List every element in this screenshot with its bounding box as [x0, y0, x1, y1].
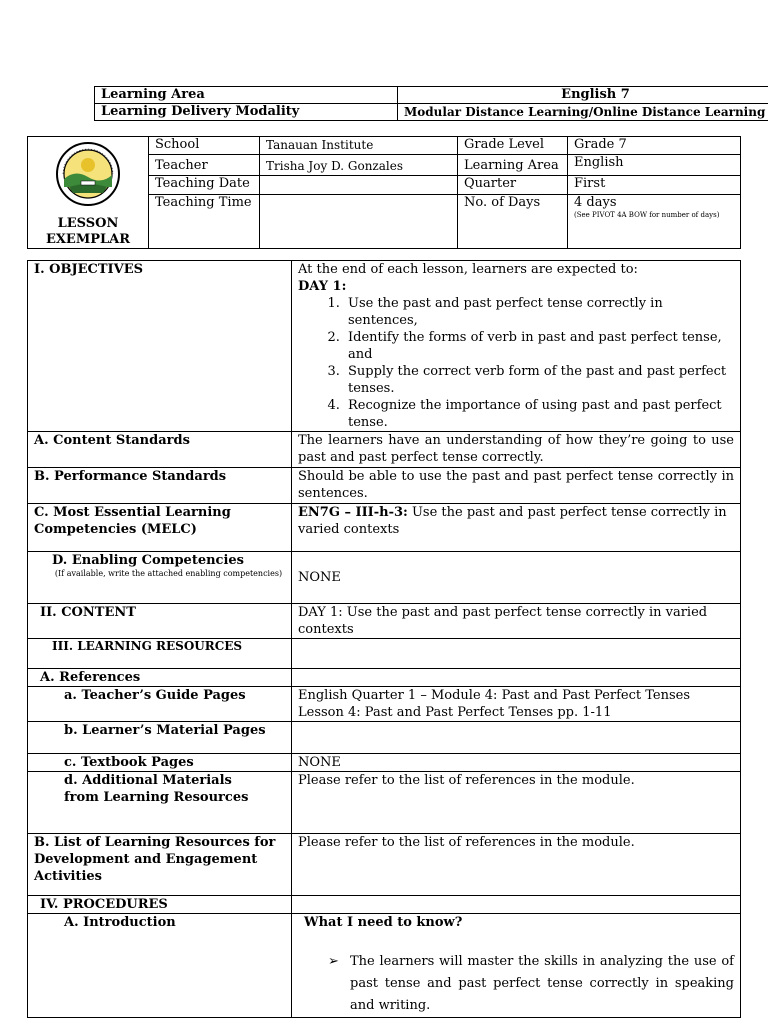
- header-table: [94, 86, 768, 121]
- melc-label: C. Most Essential Learning Competencies (MELC): [28, 504, 292, 552]
- tg-label: a. Teacher’s Guide Pages: [28, 687, 292, 722]
- enabling-value: NONE: [292, 552, 741, 604]
- performance-standards-value: Should be able to use the past and past perfect tense correctly in sentences.: [292, 468, 741, 504]
- enabling-label: D. Enabling Competencies: [52, 553, 244, 568]
- content-standards-value: The learners have an understanding of how they’re going to use past and past perfect tense correctly.: [292, 432, 741, 468]
- learning-resources-list-label: B. List of Learning Resources for Development and Engagement Activities: [28, 834, 292, 896]
- days-cell: [568, 194, 741, 248]
- area-label: Learning Area: [458, 154, 568, 175]
- objectives-list: [298, 295, 734, 431]
- procedures-value: [292, 896, 741, 914]
- melc-value: Use the past and past perfect tense correctly in varied contexts: [298, 505, 727, 537]
- objectives-day: DAY 1:: [298, 279, 347, 294]
- modality-label: Learning Delivery Modality: [95, 104, 398, 121]
- introduction-label: A. Introduction: [28, 914, 292, 1018]
- learning-area-label: Learning Area: [95, 87, 398, 104]
- tg-cell: [292, 687, 741, 722]
- resources-value: [292, 639, 741, 669]
- school-label: School: [149, 137, 260, 155]
- time-label: Teaching Time: [149, 194, 260, 248]
- objectives-intro: At the end of each lesson, learners are expected to:: [298, 262, 638, 277]
- date-label: Teaching Date: [149, 175, 260, 194]
- content-label: II. CONTENT: [28, 604, 292, 639]
- objective-item: 1. Use the past and past perfect tense correctly in sentences,: [344, 295, 734, 329]
- tb-value: NONE: [292, 754, 741, 772]
- references-label: A. References: [28, 669, 292, 687]
- objective-item: 3. Supply the correct verb form of the past and past perfect tenses.: [344, 363, 734, 397]
- performance-standards-label: B. Performance Standards: [28, 468, 292, 504]
- days-label: No. of Days: [458, 194, 568, 248]
- objective-item: 4. Recognize the importance of using past and past perfect tense.: [344, 397, 734, 431]
- quarter-value: First: [568, 175, 741, 194]
- lm-label: b. Learner’s Material Pages: [28, 722, 292, 754]
- grade-label: Grade Level: [458, 137, 568, 155]
- introduction-bullet-text: The learners will master the skills in analyzing the use of past tense and past perfect tense correctly in speaking and writing.: [350, 954, 734, 1013]
- school-info-table: [27, 136, 741, 249]
- logo-cell: [28, 137, 149, 249]
- procedures-label: IV. PROCEDURES: [28, 896, 292, 914]
- date-value: [260, 175, 458, 194]
- references-value: [292, 669, 741, 687]
- arrow-bullet-icon: ➢: [328, 954, 339, 969]
- resources-label: III. LEARNING RESOURCES: [28, 639, 292, 669]
- days-note: (See PIVOT 4A BOW for number of days): [574, 210, 720, 219]
- tg-value-line-1: English Quarter 1 – Module 4: Past and Past Perfect Tenses: [298, 688, 691, 703]
- lesson-table: [27, 260, 741, 1018]
- melc-cell: [292, 504, 741, 552]
- lesson-title-line-2: EXEMPLAR: [45, 232, 131, 247]
- time-value: [260, 194, 458, 248]
- lesson-title-line-1: LESSON: [57, 216, 119, 231]
- teacher-label: Teacher: [149, 154, 260, 175]
- content-standards-label: A. Content Standards: [28, 432, 292, 468]
- school-seal-logo: [55, 141, 121, 207]
- introduction-heading: What I need to know?: [304, 915, 463, 930]
- introduction-bullet: [298, 931, 734, 1017]
- melc-code: EN7G – III-h-3:: [298, 505, 408, 520]
- objectives-cell: [292, 261, 741, 432]
- learning-area-value: English 7: [398, 87, 768, 104]
- tb-label: c. Textbook Pages: [28, 754, 292, 772]
- lm-value: [292, 722, 741, 754]
- school-value: Tanauan Institute: [260, 137, 458, 155]
- additional-materials-value: Please refer to the list of references in the module.: [292, 772, 741, 834]
- quarter-label: Quarter: [458, 175, 568, 194]
- days-value: 4 days: [574, 194, 617, 210]
- learning-resources-list-value: Please refer to the list of references in the module.: [292, 834, 741, 896]
- additional-materials-label: d. Additional Materials from Learning Resources: [28, 772, 292, 834]
- objectives-label: I. OBJECTIVES: [28, 261, 292, 432]
- content-value: DAY 1: Use the past and past perfect tense correctly in varied contexts: [292, 604, 741, 639]
- enabling-note: (If available, write the attached enabling competencies): [54, 569, 283, 578]
- teacher-value: Trisha Joy D. Gonzales: [260, 154, 458, 175]
- enabling-cell: [28, 552, 292, 604]
- area-value: English: [568, 154, 741, 175]
- objective-item: 2. Identify the forms of verb in past and past perfect tense, and: [344, 329, 734, 363]
- tg-value-line-2: Lesson 4: Past and Past Perfect Tenses pp. 1-11: [298, 705, 612, 720]
- grade-value: Grade 7: [568, 137, 741, 155]
- modality-value: Modular Distance Learning/Online Distance Learning: [398, 104, 768, 121]
- introduction-cell: [292, 914, 741, 1018]
